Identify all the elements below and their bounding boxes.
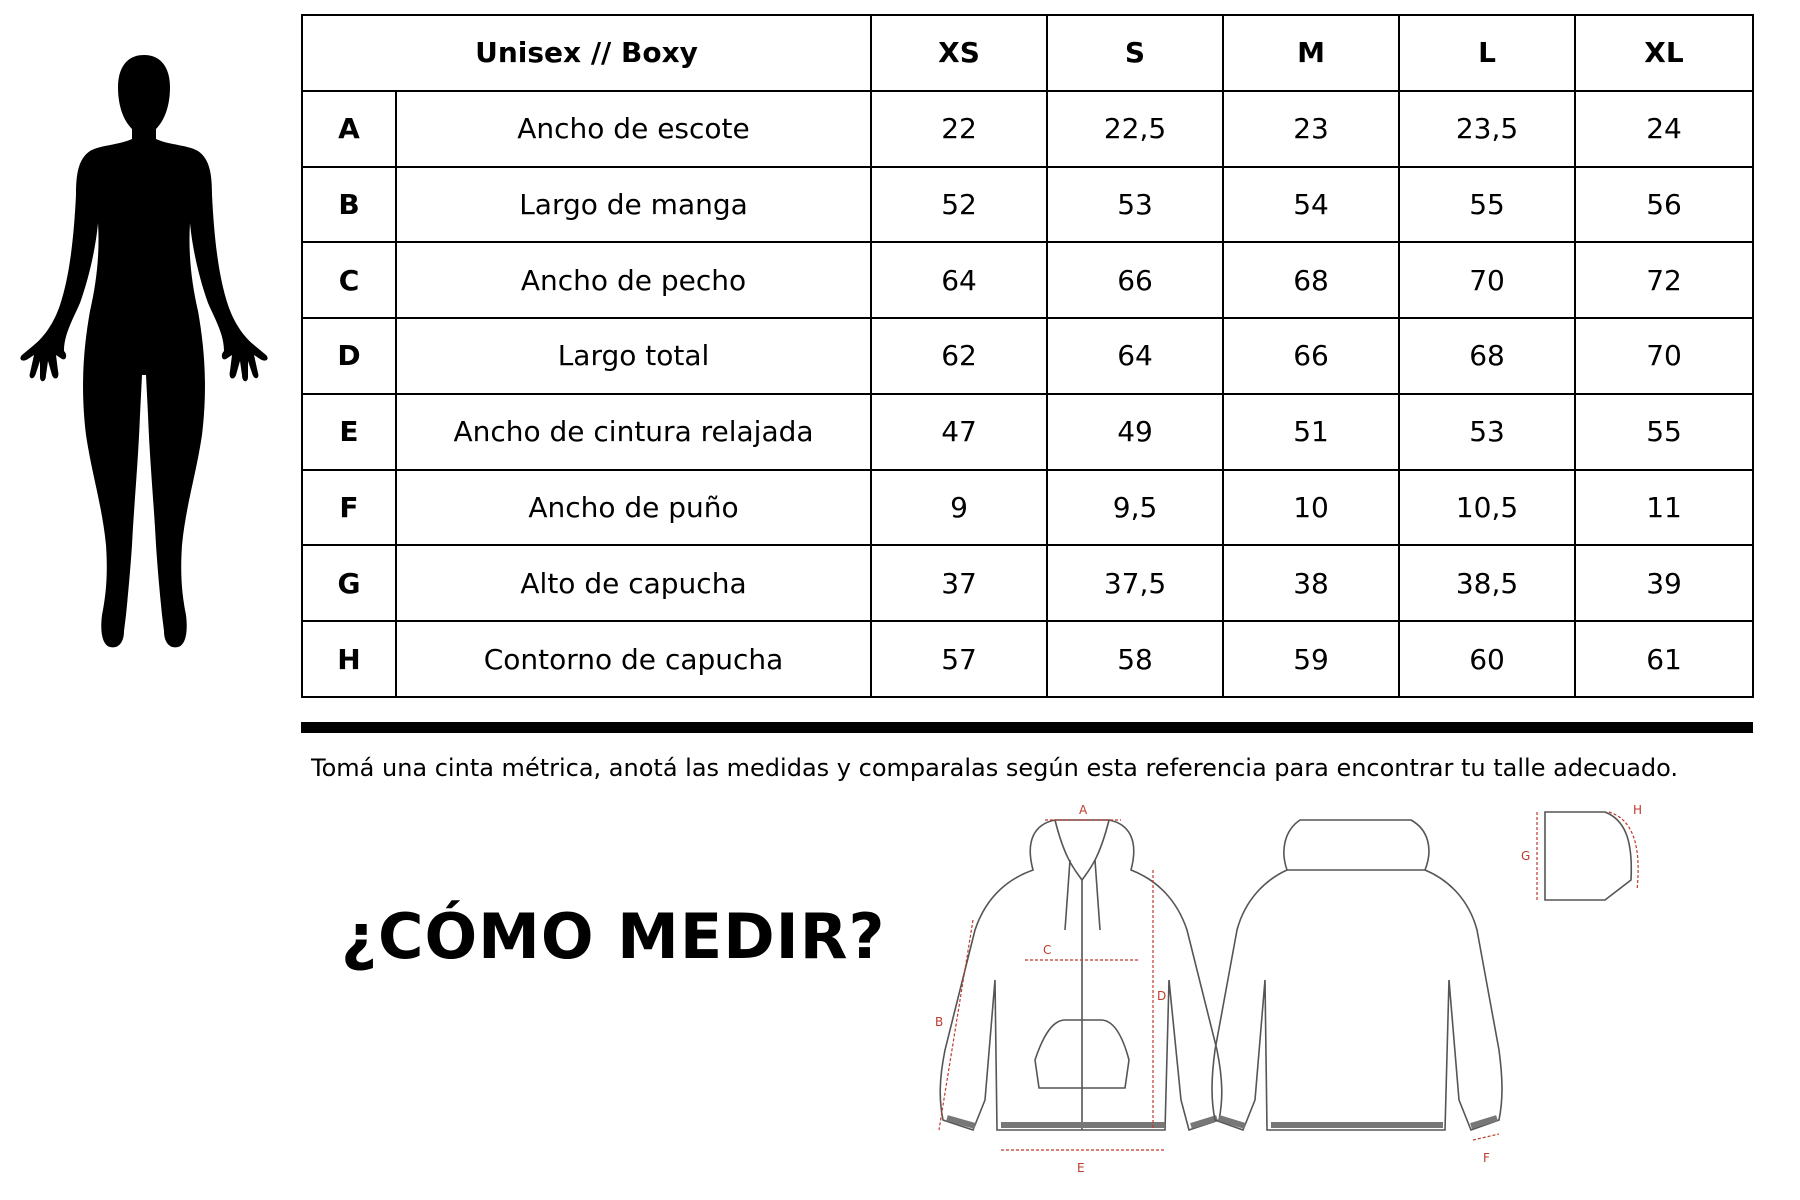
section-divider	[301, 722, 1753, 733]
size-header: XL	[1575, 15, 1753, 91]
label-g: G	[1521, 849, 1531, 863]
how-to-measure-title: ¿CÓMO MEDIR?	[341, 900, 886, 973]
table-header-row	[302, 15, 1753, 91]
size-header: L	[1399, 15, 1575, 91]
measure-name: Alto de capucha	[396, 545, 871, 621]
measure-value: 9,5	[1047, 470, 1223, 546]
measure-name: Largo de manga	[396, 167, 871, 243]
measure-value: 55	[1575, 394, 1753, 470]
hoodie-back-drawing	[1212, 820, 1502, 1130]
hood-detail-drawing	[1545, 812, 1631, 900]
measure-value: 70	[1575, 318, 1753, 394]
label-h: H	[1633, 803, 1643, 817]
size-header: S	[1047, 15, 1223, 91]
label-f: F	[1483, 1151, 1490, 1165]
measure-value: 61	[1575, 621, 1753, 697]
label-b: B	[935, 1015, 944, 1029]
measure-value: 51	[1223, 394, 1399, 470]
measure-value: 54	[1223, 167, 1399, 243]
measure-value: 68	[1223, 242, 1399, 318]
measure-letter: E	[302, 394, 396, 470]
measure-value: 57	[871, 621, 1047, 697]
measure-value: 70	[1399, 242, 1575, 318]
measure-value: 24	[1575, 91, 1753, 167]
table-row	[302, 394, 1753, 470]
measure-value: 58	[1047, 621, 1223, 697]
measure-value: 38	[1223, 545, 1399, 621]
measure-value: 11	[1575, 470, 1753, 546]
instructions-text: Tomá una cinta métrica, anotá las medidas y comparalas según esta referencia para encontrar tu talle adecuado.	[311, 754, 1679, 782]
measure-value: 52	[871, 167, 1047, 243]
label-e: E	[1077, 1161, 1085, 1175]
measure-value: 68	[1399, 318, 1575, 394]
table-title: Unisex // Boxy	[302, 15, 871, 91]
table-row	[302, 242, 1753, 318]
table-row	[302, 318, 1753, 394]
table-row	[302, 545, 1753, 621]
measure-value: 59	[1223, 621, 1399, 697]
table-row	[302, 621, 1753, 697]
label-d: D	[1157, 989, 1167, 1003]
body-silhouette	[14, 55, 274, 655]
measure-letter: B	[302, 167, 396, 243]
measure-value: 64	[871, 242, 1047, 318]
table-row	[302, 167, 1753, 243]
measure-value: 23	[1223, 91, 1399, 167]
label-c: C	[1043, 943, 1052, 957]
measure-value: 62	[871, 318, 1047, 394]
measure-letter: A	[302, 91, 396, 167]
size-header: M	[1223, 15, 1399, 91]
table-row	[302, 470, 1753, 546]
hoodie-diagrams	[925, 800, 1665, 1190]
size-table	[301, 14, 1754, 698]
measure-value: 49	[1047, 394, 1223, 470]
measure-letter: F	[302, 470, 396, 546]
measure-value: 66	[1223, 318, 1399, 394]
measure-value: 47	[871, 394, 1047, 470]
measure-value: 22,5	[1047, 91, 1223, 167]
measure-name: Contorno de capucha	[396, 621, 871, 697]
measure-value: 66	[1047, 242, 1223, 318]
measure-letter: C	[302, 242, 396, 318]
label-a: A	[1079, 803, 1088, 817]
measure-value: 64	[1047, 318, 1223, 394]
measure-value: 10,5	[1399, 470, 1575, 546]
measure-value: 39	[1575, 545, 1753, 621]
measure-value: 9	[871, 470, 1047, 546]
measure-letter: D	[302, 318, 396, 394]
measure-value: 72	[1575, 242, 1753, 318]
measure-letter: H	[302, 621, 396, 697]
measure-value: 23,5	[1399, 91, 1575, 167]
measure-value: 53	[1047, 167, 1223, 243]
measure-value: 55	[1399, 167, 1575, 243]
measure-value: 53	[1399, 394, 1575, 470]
measure-name: Ancho de escote	[396, 91, 871, 167]
table-row	[302, 91, 1753, 167]
measure-value: 10	[1223, 470, 1399, 546]
measure-letter: G	[302, 545, 396, 621]
measure-value: 22	[871, 91, 1047, 167]
measure-value: 37	[871, 545, 1047, 621]
measure-value: 38,5	[1399, 545, 1575, 621]
measure-name: Ancho de cintura relajada	[396, 394, 871, 470]
measure-value: 37,5	[1047, 545, 1223, 621]
measure-name: Largo total	[396, 318, 871, 394]
measure-value: 56	[1575, 167, 1753, 243]
hoodie-front-drawing	[940, 820, 1222, 1130]
measure-name: Ancho de puño	[396, 470, 871, 546]
measure-name: Ancho de pecho	[396, 242, 871, 318]
size-header: XS	[871, 15, 1047, 91]
measure-value: 60	[1399, 621, 1575, 697]
